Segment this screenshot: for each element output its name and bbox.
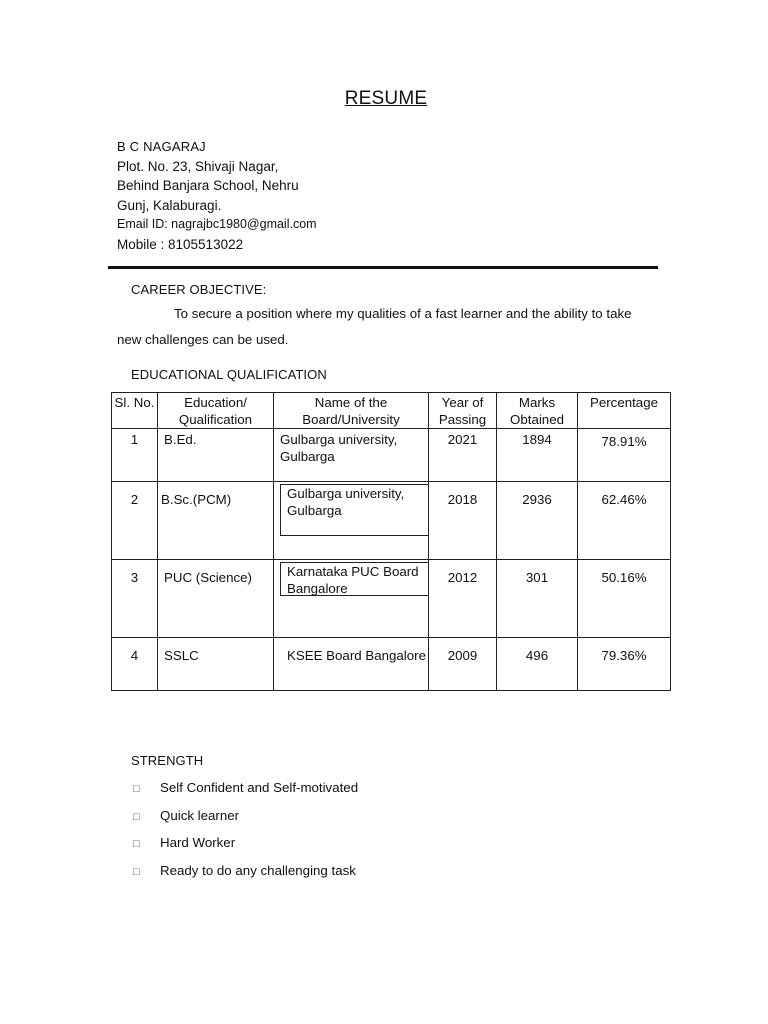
table-header-row [112, 393, 671, 429]
table-row [112, 482, 671, 560]
cell-sl-no: 3 [112, 560, 158, 638]
cell-year: 2012 [429, 560, 497, 638]
cell-year: 2009 [429, 638, 497, 691]
strength-text: Self Confident and Self-motivated [160, 780, 359, 795]
cell-marks: 301 [497, 560, 578, 638]
candidate-name: B C NAGARAJ [117, 139, 206, 154]
page-title: RESUME [344, 88, 428, 109]
board-text: KSEE Board Bangalore [287, 648, 426, 663]
board-text: Karnataka PUC Board Bangalore [280, 562, 429, 596]
mobile-text: Mobile : 8105513022 [117, 236, 244, 252]
table-row [112, 429, 671, 482]
cell-board [274, 638, 429, 691]
bullet-icon: □ [133, 810, 140, 823]
cell-sl-no: 1 [112, 429, 158, 482]
cell-qualification: B.Sc.(PCM) [158, 482, 274, 560]
header-percentage: Percentage [578, 393, 671, 429]
cell-qualification: SSLC [158, 638, 274, 691]
contact-block [117, 137, 317, 254]
education-table [111, 392, 671, 691]
cell-marks: 496 [497, 638, 578, 691]
header-marks: Marks Obtained [497, 393, 578, 429]
cell-board [274, 429, 429, 482]
cell-board [274, 482, 429, 560]
career-objective-text [117, 301, 657, 353]
strength-list [133, 779, 358, 889]
strength-text: Ready to do any challenging task [160, 862, 356, 878]
list-item [133, 834, 358, 862]
cell-qualification: B.Ed. [158, 429, 274, 482]
strength-text: Hard Worker [160, 835, 236, 850]
bullet-icon: □ [133, 865, 140, 878]
cell-percentage: 62.46% [578, 482, 671, 560]
header-sl-no: Sl. No. [112, 393, 158, 429]
cell-year: 2021 [429, 429, 497, 482]
section-divider [108, 266, 658, 269]
header-board: Name of the Board/University [274, 393, 429, 429]
education-heading: EDUCATIONAL QUALIFICATION [131, 367, 327, 382]
table-row [112, 638, 671, 691]
address-line: Gunj, Kalaburagi. [117, 197, 222, 213]
strength-text: Quick learner [160, 807, 240, 823]
cell-percentage: 79.36% [578, 638, 671, 691]
address-line: Plot. No. 23, Shivaji Nagar, [117, 158, 279, 174]
cell-board [274, 560, 429, 638]
career-objective-heading: CAREER OBJECTIVE: [131, 282, 267, 297]
cell-percentage: 78.91% [578, 429, 671, 482]
career-objective-body: To secure a position where my qualities of a fast learner and the ability to take new challenges can be used. [117, 306, 632, 347]
cell-marks: 1894 [497, 429, 578, 482]
header-year: Year of Passing [429, 393, 497, 429]
header-qualification: Education/ Qualification [158, 393, 274, 429]
strength-heading: STRENGTH [131, 753, 204, 768]
address-line: Behind Banjara School, Nehru [117, 178, 299, 193]
cell-marks: 2936 [497, 482, 578, 560]
board-text: Gulbarga university, Gulbarga [280, 432, 398, 464]
list-item [133, 807, 358, 835]
table-row [112, 560, 671, 638]
cell-qualification: PUC (Science) [158, 560, 274, 638]
email-text: Email ID: nagrajbc1980@gmail.com [117, 217, 317, 231]
list-item [133, 862, 358, 890]
bullet-icon: □ [133, 838, 140, 850]
cell-percentage: 50.16% [578, 560, 671, 638]
cell-year: 2018 [429, 482, 497, 560]
board-text: Gulbarga university, Gulbarga [280, 484, 429, 536]
cell-sl-no: 2 [112, 482, 158, 560]
bullet-icon: □ [133, 783, 140, 795]
list-item [133, 779, 358, 807]
cell-sl-no: 4 [112, 638, 158, 691]
